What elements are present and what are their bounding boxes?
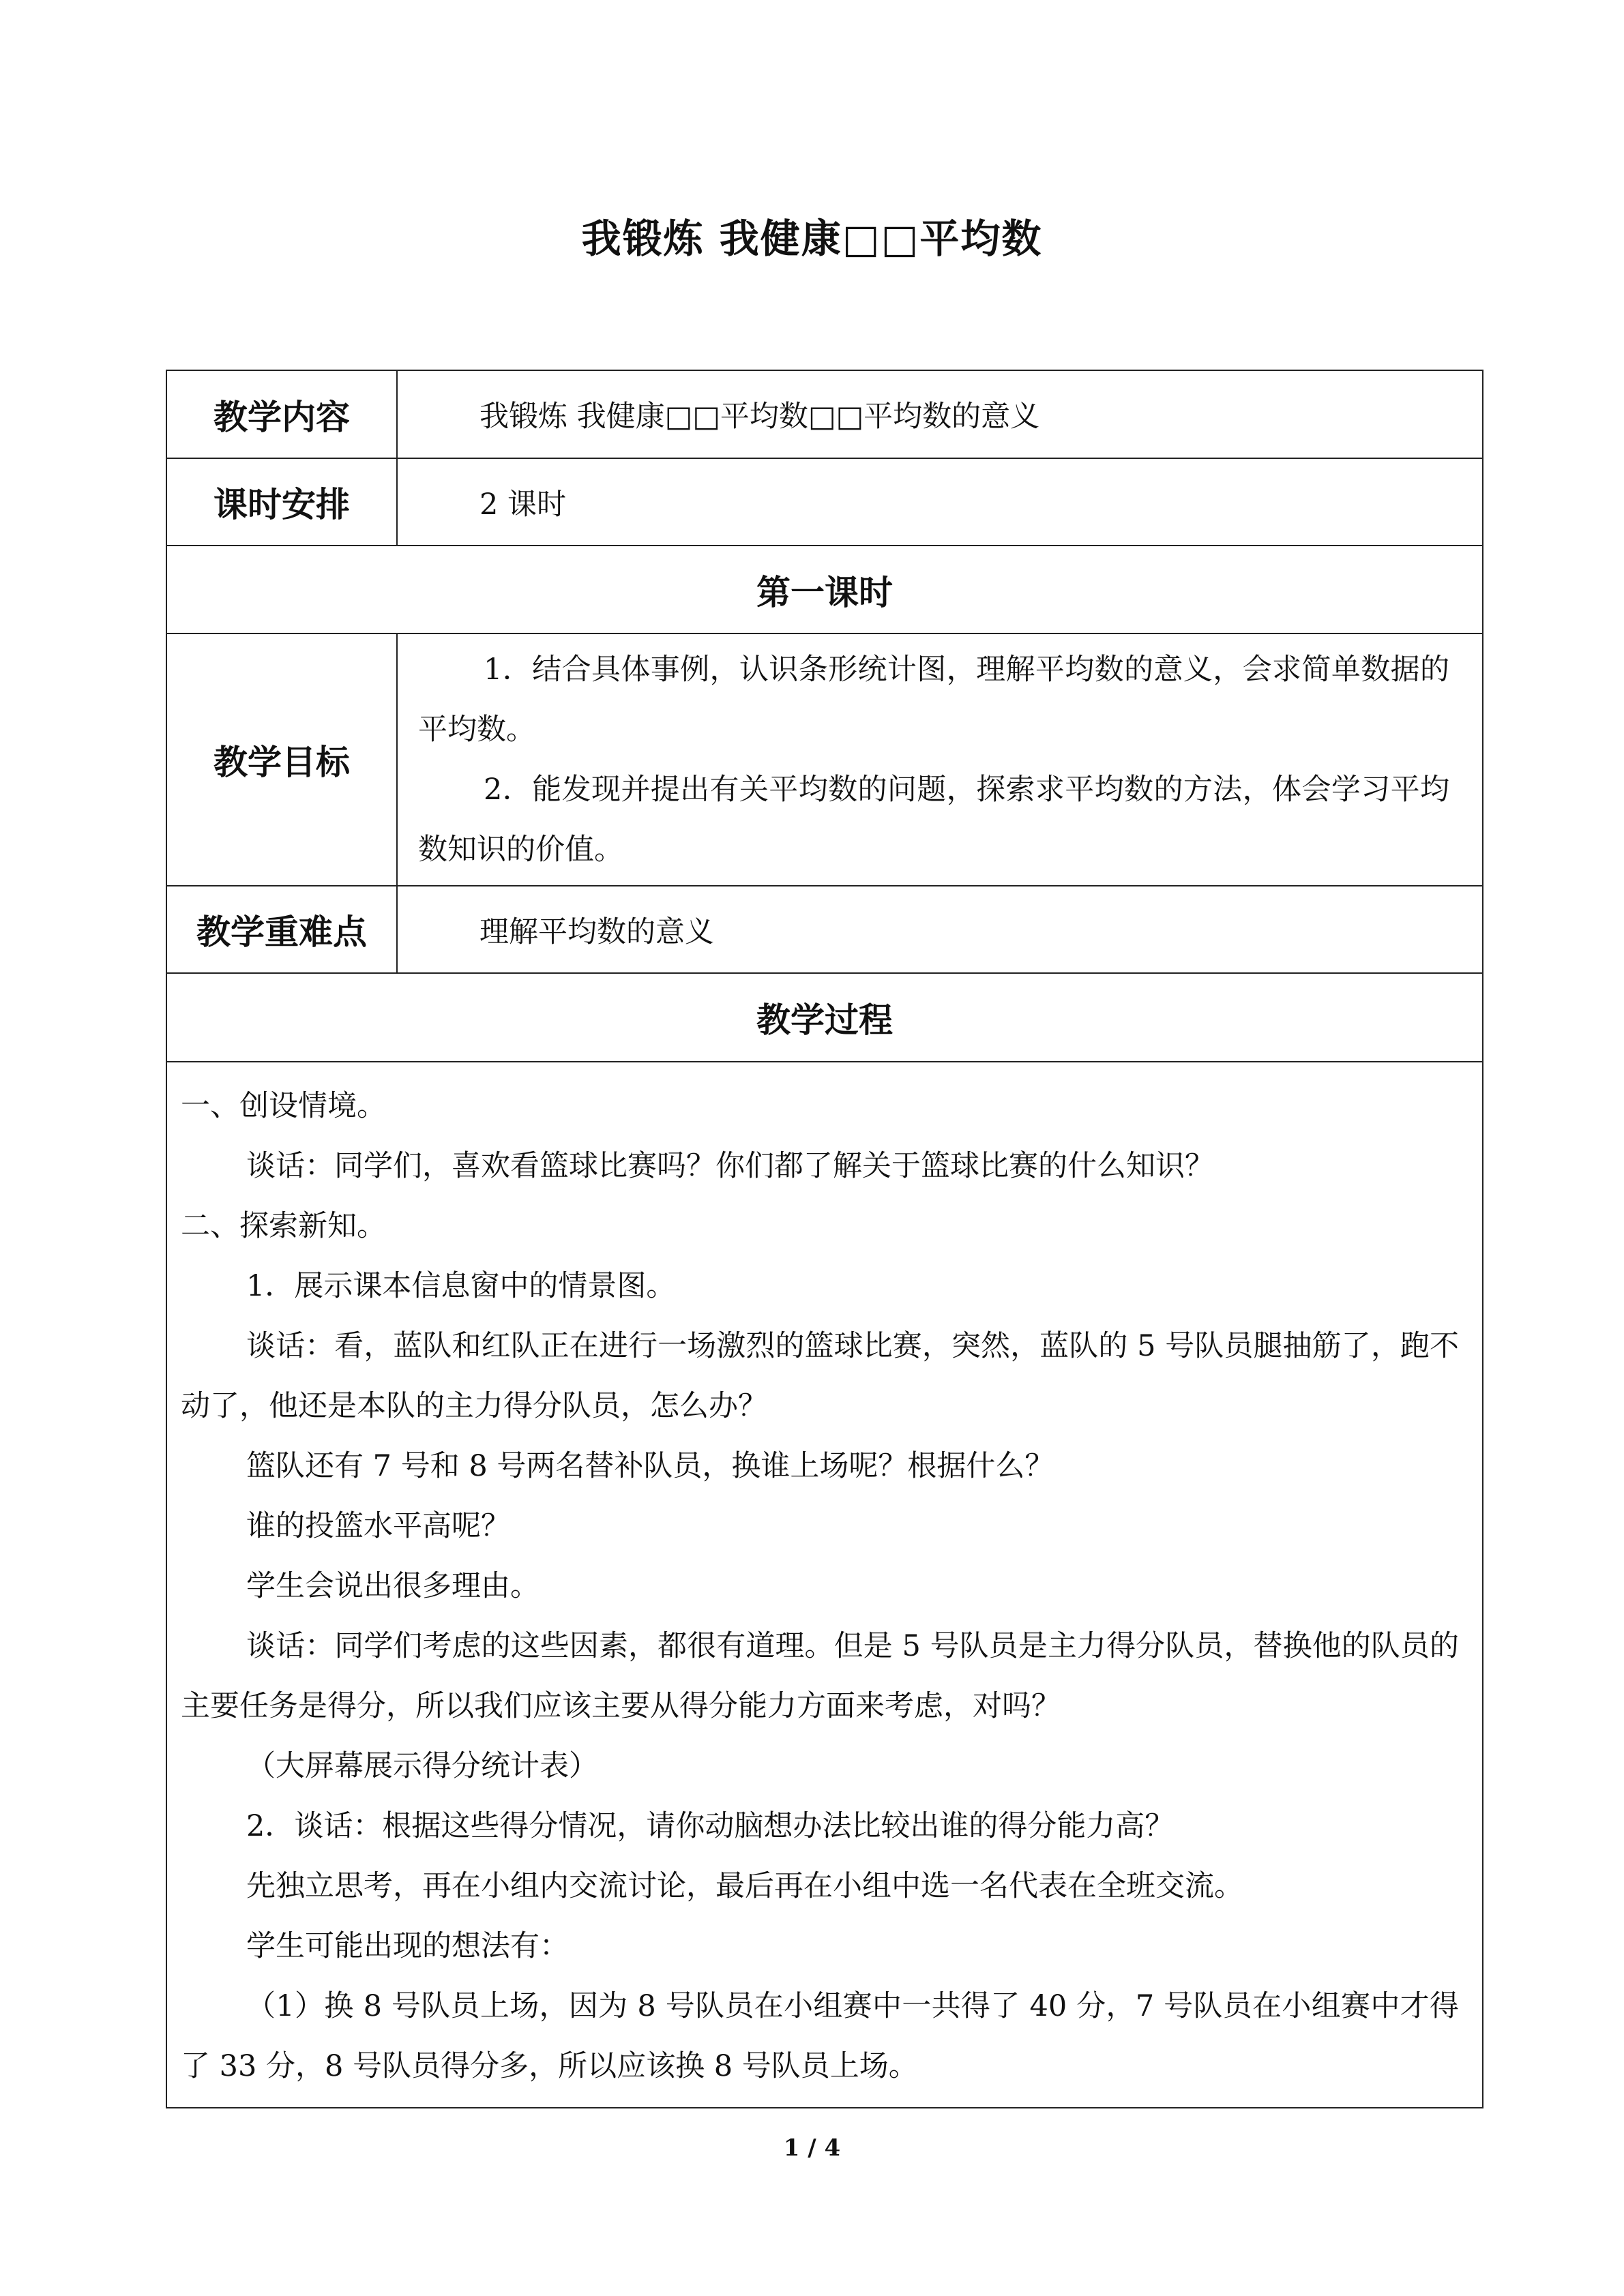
goal-item: 1．结合具体事例，认识条形统计图，理解平均数的意义，会求简单数据的平均数。	[418, 653, 1449, 747]
process-heading-1: 一、创设情境。	[181, 1089, 386, 1123]
key-points-label: 教学重难点	[166, 886, 397, 973]
process-paragraph: 学生可能出现的想法有：	[246, 1929, 569, 1963]
lesson-plan-table	[166, 370, 1483, 2108]
first-lesson-heading: 第一课时	[166, 546, 1483, 633]
process-paragraph: 先独立思考，再在小组内交流讨论，最后再在小组中选一名代表在全班交流。	[246, 1869, 1243, 1903]
schedule-text: 2 课时	[479, 487, 567, 522]
process-paragraph: （大屏幕展示得分统计表）	[246, 1749, 598, 1783]
process-paragraph: 谁的投篮水平高呢？	[246, 1509, 510, 1543]
goal-item: 2．能发现并提出有关平均数的问题，探索求平均数的方法，体会学习平均数知识的价值。	[418, 773, 1449, 867]
process-paragraph: 篮队还有 7 号和 8 号两名替补队员，换谁上场呢？根据什么？	[246, 1449, 1054, 1483]
key-points-value	[397, 886, 1483, 973]
process-paragraph: 谈话：看，蓝队和红队正在进行一场激烈的篮球比赛，突然，蓝队的 5 号队员腿抽筋了，跑不动了，他还是本队的主力得分队员，怎么办？	[181, 1329, 1459, 1423]
goals-label: 教学目标	[166, 633, 397, 886]
schedule-label: 课时安排	[166, 458, 397, 546]
goals-value	[397, 633, 1483, 886]
schedule-value	[397, 458, 1483, 546]
row-key-points	[166, 886, 1483, 973]
content-label: 教学内容	[166, 370, 397, 458]
process-paragraph: 学生会说出很多理由。	[246, 1569, 540, 1603]
row-schedule	[166, 458, 1483, 546]
row-process	[166, 1062, 1483, 2108]
page-number: 1 / 4	[783, 2134, 841, 2162]
process-paragraph: 谈话：同学们考虑的这些因素，都很有道理。但是 5 号队员是主力得分队员，替换他的队员的主要任务是得分，所以我们应该主要从得分能力方面来考虑，对吗？	[181, 1629, 1459, 1723]
key-points-text: 理解平均数的意义	[479, 914, 714, 949]
row-goals	[166, 633, 1483, 886]
row-content	[166, 370, 1483, 458]
process-heading: 教学过程	[166, 973, 1483, 1062]
process-heading-2: 二、探索新知。	[181, 1209, 386, 1243]
process-content	[166, 1062, 1483, 2108]
content-value	[397, 370, 1483, 458]
process-paragraph: 2．谈话：根据这些得分情况，请你动脑想办法比较出谁的得分能力高？	[246, 1809, 1175, 1843]
content-text: 我锻炼 我健康□□平均数□□平均数的意义	[479, 400, 1040, 434]
process-paragraph: 谈话：同学们，喜欢看篮球比赛吗？你们都了解关于篮球比赛的什么知识？	[246, 1149, 1214, 1183]
page-title: 我锻炼 我健康□□平均数	[581, 215, 1043, 262]
row-first-lesson	[166, 546, 1483, 633]
process-paragraph: （1）换 8 号队员上场，因为 8 号队员在小组赛中一共得了 40 分，7 号队员在小组赛中才得了 33 分，8 号队员得分多，所以应该换 8 号队员上场。	[181, 1989, 1459, 2083]
process-paragraph: 1．展示课本信息窗中的情景图。	[246, 1269, 676, 1303]
row-process-header	[166, 973, 1483, 1062]
